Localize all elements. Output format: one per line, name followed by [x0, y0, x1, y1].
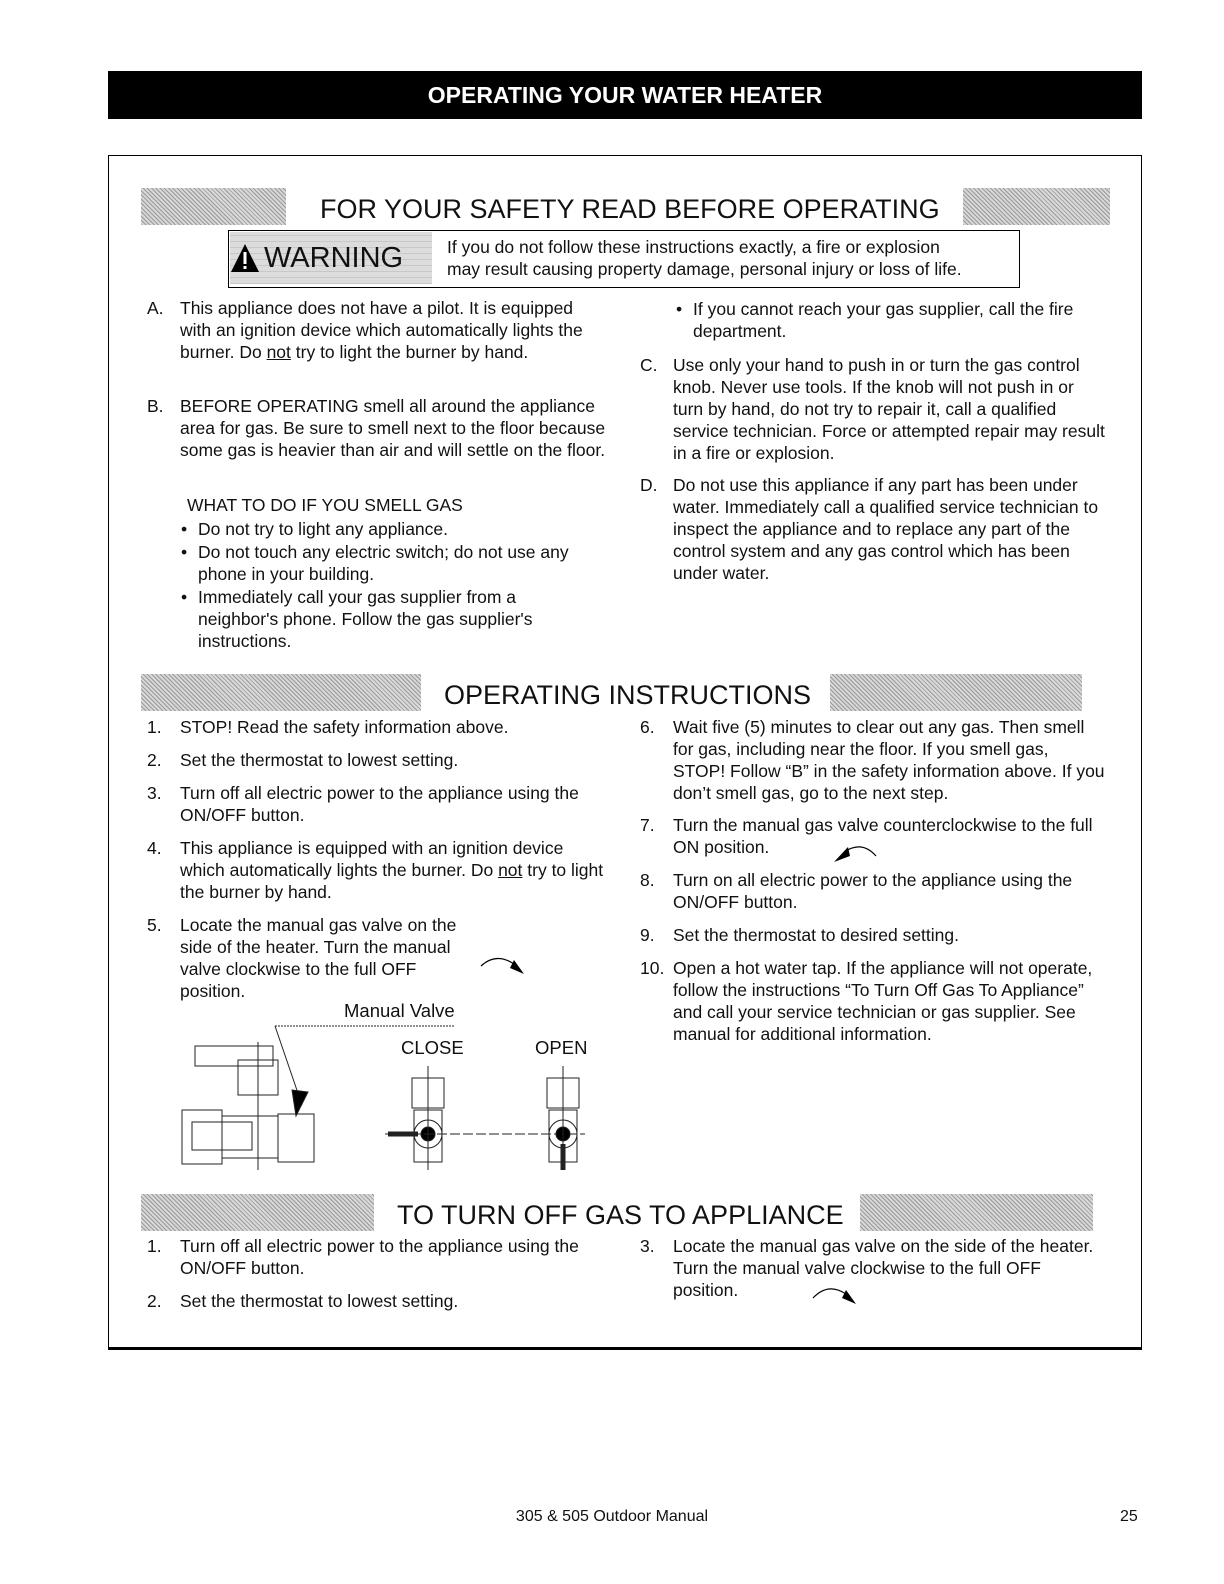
bullet-item — [181, 518, 611, 540]
operating-step — [147, 749, 587, 771]
bullet-icon: • — [676, 299, 683, 319]
step-text: Locate the manual gas valve on the side of the heater. Turn the manual valve clockwise to the full OFF position. — [180, 915, 457, 1001]
step-text: Turn off all electric power to the appliance using the ON/OFF button. — [180, 783, 579, 825]
step-number: 1. — [147, 1236, 162, 1256]
step-number: 3. — [147, 783, 162, 803]
operating-step — [640, 716, 1105, 804]
underlined-word: not — [266, 342, 291, 362]
step-number: 5. — [147, 915, 162, 935]
bullet-icon: • — [181, 587, 188, 607]
step-number: 2. — [147, 750, 162, 770]
warning-line: If you do not follow these instructions exactly, a fire or explosion — [447, 237, 940, 257]
step-text: Set the thermostat to lowest setting. — [180, 1291, 459, 1311]
hatch-bar — [141, 188, 286, 225]
underlined-word: not — [498, 860, 523, 880]
warning-word: WARNING — [264, 242, 404, 274]
warning-triangle-icon — [230, 243, 260, 273]
step-text: Open a hot water tap. If the appliance will not operate, follow the instructions “To Turn Off Gas To Appliance” and call your service technician or gas supplier. See manual for additional information. — [673, 958, 1093, 1044]
bullet-icon: • — [181, 519, 188, 539]
hatch-bar — [860, 1194, 1093, 1231]
step-text: Set the thermostat to lowest setting. — [180, 750, 459, 770]
item-label: B. — [147, 396, 164, 416]
item-text: Do not use this appliance if any part has been under water. Immediately call a qualified service technician to inspect the appliance and to replace any part of the control system and any gas control which has been under water. — [673, 475, 1099, 583]
step-text: STOP! Read the safety information above. — [180, 717, 509, 737]
bullet-text: Do not try to light any appliance. — [198, 519, 449, 539]
hatch-bar — [141, 1194, 374, 1231]
safety-item-d — [640, 474, 1105, 584]
bullet-text: Immediately call your gas supplier from a neighbor's phone. Follow the gas supplier's instructions. — [198, 587, 533, 651]
turnoff-step — [147, 1235, 597, 1279]
step-text: Turn off all electric power to the appliance using the ON/OFF button. — [180, 1236, 579, 1278]
step-number: 8. — [640, 870, 655, 890]
step-number: 3. — [640, 1236, 655, 1256]
step-text: Locate the manual gas valve on the side of the heater. Turn the manual valve clockwise to the full OFF position. — [673, 1236, 1094, 1300]
item-label: A. — [147, 298, 164, 318]
bullet-text: Do not touch any electric switch; do not use any phone in your building. — [198, 542, 569, 584]
item-text: Use only your hand to push in or turn the gas control knob. Never use tools. If the knob will not push in or turn by hand, do not try to repair it, call a qualified service technician. Force or attempted repair may result in a fire or explosion. — [673, 355, 1105, 463]
page-title: OPERATING YOUR WATER HEATER — [427, 82, 823, 108]
operating-step — [147, 782, 597, 826]
warning-line: may result causing property damage, personal injury or loss of life. — [447, 259, 962, 279]
step-number: 4. — [147, 838, 162, 858]
safety-item-b — [147, 395, 607, 461]
operating-heading: OPERATING INSTRUCTIONS — [444, 680, 812, 710]
turnoff-heading: TO TURN OFF GAS TO APPLIANCE — [397, 1200, 844, 1230]
text-part: This appliance is equipped with an ignition device which automatically lights the burner. Do — [180, 838, 564, 880]
bullet-text: If you cannot reach your gas supplier, call the fire department. — [693, 299, 1074, 341]
step-text — [180, 837, 612, 903]
text-part: try to light the burner by hand. — [180, 860, 604, 902]
counterclockwise-arrow-icon — [830, 840, 880, 865]
step-number: 7. — [640, 815, 655, 835]
item-text: BEFORE OPERATING smell all around the appliance area for gas. Be sure to smell next to the floor because some gas is heavier than air and will settle on the floor. — [180, 396, 606, 460]
step-number: 6. — [640, 717, 655, 737]
manual-valve-label: Manual Valve — [344, 1000, 455, 1021]
warning-label — [230, 232, 432, 284]
safety-item-a — [147, 297, 587, 363]
manual-valve-diagram — [180, 1020, 600, 1170]
close-label: CLOSE — [401, 1037, 464, 1058]
turnoff-step — [640, 1235, 1110, 1301]
safety-item-c — [640, 354, 1105, 464]
hatch-bar — [963, 188, 1110, 225]
step-text: Turn the manual gas valve counterclockwise to the full ON position. — [673, 815, 1093, 857]
step-number: 9. — [640, 925, 655, 945]
step-text: Turn on all electric power to the appliance using the ON/OFF button. — [673, 870, 1073, 912]
open-label: OPEN — [535, 1037, 588, 1058]
smell-gas-heading: WHAT TO DO IF YOU SMELL GAS — [187, 495, 463, 515]
page-number: 25 — [1120, 1508, 1138, 1525]
step-text: Wait five (5) minutes to clear out any gas. Then smell for gas, including near the floor. If you smell gas, STOP! Follow “B” in the safety information above. If you don’t smell gas, go to the next step. — [673, 717, 1105, 803]
bullet-icon: • — [181, 542, 188, 562]
bullet-item — [181, 586, 581, 652]
step-number: 1. — [147, 717, 162, 737]
bullet-item — [181, 541, 611, 585]
item-label: C. — [640, 355, 658, 375]
safety-heading: FOR YOUR SAFETY READ BEFORE OPERATING — [320, 194, 940, 224]
operating-step — [640, 869, 1090, 913]
step-text: Set the thermostat to desired setting. — [673, 925, 959, 945]
text-part: This appliance does not have a pilot. It is equipped with an ignition device which automatically lights the burner. Do — [180, 298, 583, 362]
item-text — [180, 297, 587, 363]
operating-step — [147, 837, 612, 903]
page-title-bar — [108, 71, 1142, 119]
warning-text — [447, 236, 962, 280]
clockwise-arrow-icon — [810, 1282, 860, 1307]
step-number: 2. — [147, 1291, 162, 1311]
hatch-bar — [830, 674, 1082, 711]
operating-step — [147, 716, 587, 738]
step-number: 10. — [640, 958, 665, 978]
text-part: try to light the burner by hand. — [290, 342, 529, 362]
item-label: D. — [640, 475, 658, 495]
turnoff-step — [147, 1290, 587, 1312]
operating-step — [640, 924, 1080, 946]
clockwise-arrow-icon — [478, 952, 528, 977]
bullet-item — [676, 298, 1096, 342]
operating-step — [640, 957, 1105, 1045]
hatch-bar — [141, 674, 421, 711]
footer-title: 305 & 505 Outdoor Manual — [515, 1508, 709, 1525]
